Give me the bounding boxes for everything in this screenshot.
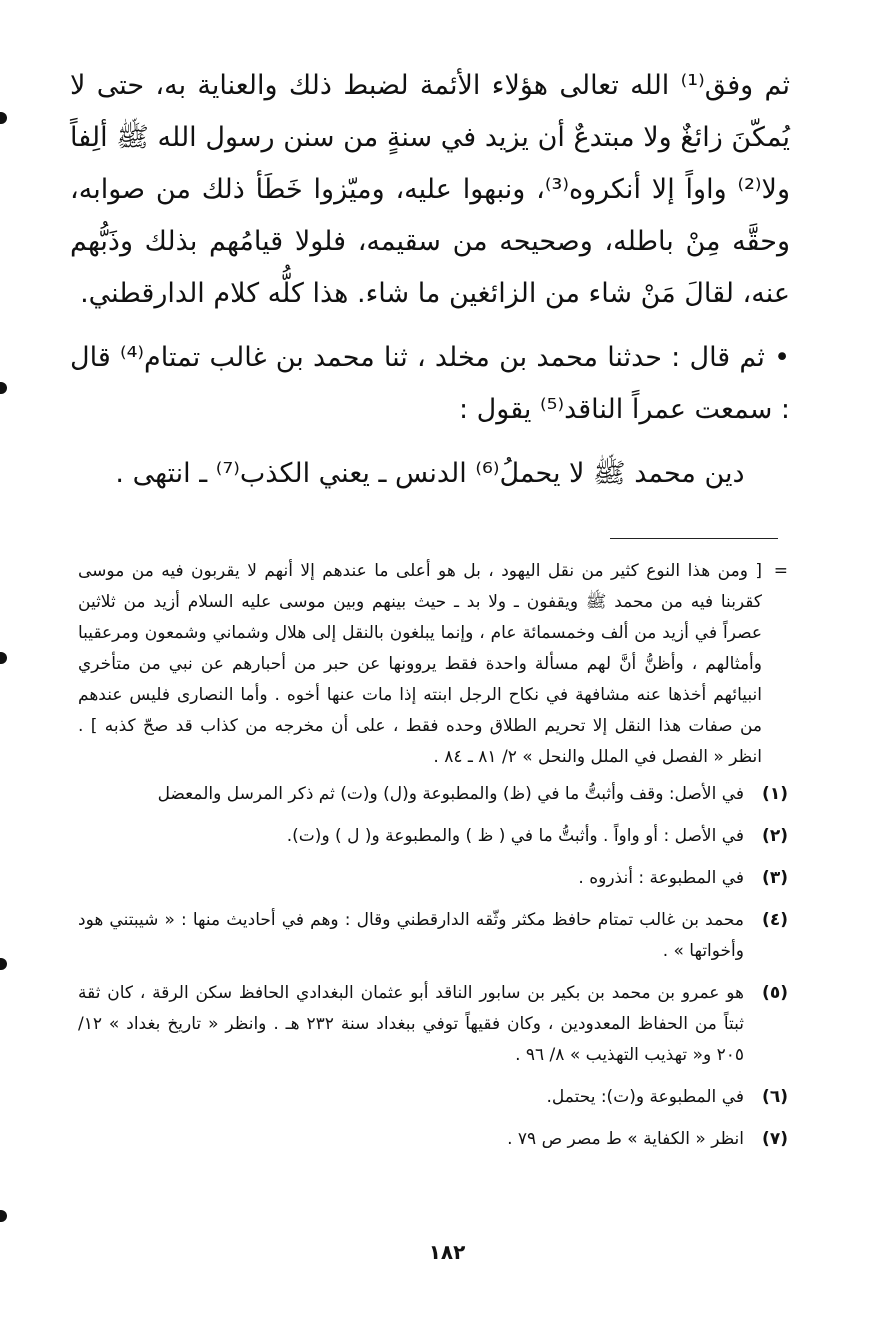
margin-mark [0,112,7,124]
footnote-divider [610,538,778,539]
footnote-text: هو عمرو بن محمد بن بكير بن سابور الناقد أبو عثمان البغدادي الحافظ سكن الرقة ، كان ثقة ثبتاً من الحفاظ المعدودين ، وكان فقيهاً توفي ببغداد سنة ٢٣٢ هـ . وانظر « تاريخ بغداد » ١٢/ ٢٠٥ و« تهذيب التهذيب » ٨/ ٩٦ . [78,983,744,1065]
footnote-number: (٤) [762,910,788,930]
footnote-3 [78,863,788,894]
footnote-1 [78,779,788,810]
footnote-7 [78,1124,788,1155]
footnote-number: (٧) [762,1129,788,1149]
footnote-4 [78,905,788,967]
quoted-saying: دين محمد ﷺ لا يحملُ⁽⁶⁾ الدنس ـ يعني الكذب⁽⁷⁾ ـ انتهى . [115,458,745,489]
margin-mark [0,1210,7,1222]
footnote-text: محمد بن غالب تمتام حافظ مكثر وثّقه الدارقطني وقال : وهم في أحاديث منها : « شيبتني هود وأخواتها » . [78,910,744,961]
page-number: ١٨٢ [428,1240,466,1264]
footnote-number: (١) [762,784,788,804]
footnote-2 [78,821,788,852]
main-paragraph-2: • ثم قال : حدثنا محمد بن مخلد ، ثنا محمد بن غالب تمتام⁽⁴⁾ قال : سمعت عمراً الناقد⁽⁵⁾ يقول : [70,342,791,425]
main-paragraph-1: ثم وفق⁽¹⁾ الله تعالى هؤلاء الأئمة لضبط ذلك والعناية به، حتى لا يُمكّنَ زائغٌ ولا مبتدعٌ أن يزيد في سنةٍ من سنن رسول الله ﷺ ألِفاً ولا⁽²⁾ واواً إلا أنكروه⁽³⁾، ونبهوا عليه، وميّزوا خَطَأ ذلك من صوابه، وحقَّه مِنْ باطله، وصحيحه من سقيمه، فلولا قيامُهم بذلك وذَبُّهم عنه، لقالَ مَنْ شاء من الزائغين ما شاء. هذا كلُّه كلام الدارقطني. [70,70,790,309]
margin-mark [0,652,7,664]
footnote-5 [78,978,788,1071]
footnote-number: (٥) [762,983,788,1003]
margin-mark [0,382,7,394]
footnote-number: (٢) [762,826,788,846]
footnote-6 [78,1082,788,1113]
continuation-marker: = [773,561,788,581]
footnote-number: (٣) [762,868,788,888]
footnote-text: انظر « الكفاية » ط مصر ص ٧٩ . [507,1129,744,1149]
margin-mark [0,958,7,970]
footnote-continuation [78,556,788,773]
footnotes [78,556,788,1166]
footnote-text: في الأصل : أو واواً . وأثبتُّ ما في ( ظ ) والمطبوعة و( ل ) و(ت). [286,826,744,846]
footnote-text: في المطبوعة و(ت): يحتمل. [546,1087,744,1107]
main-text [70,60,790,500]
footnote-continuation-text: [ ومن هذا النوع كثير من نقل اليهود ، بل هو أعلى ما عندهم إلا أنهم لا يقربون فيه من موسى كقربنا فيه من محمد ﷺ ويقفون ـ ولا بد ـ حيث بينهم وبين موسى عليه السلام أزيد من ثلاثين عصراً في أزيد من ألف وخمسمائة عام ، وإنما يبلغون بالنقل إلى هلال وشماني وشمعون ومرعقيبا وأمثالهم ، وأظنُّ أنَّ لهم مسألة واحدة فقط يروونها عن حبر من أحبارهم عن نبي من متأخري انبيائهم أخذها عنه مشافهة في نكاح الرجل ابنته إذا مات عنها أخوه . وأما النصارى فليس عندهم من صفات هذا النقل إلا تحريم الطلاق وحده فقط ، على أن مخرجه من كذاب قد صحّ كذبه ] . انظر « الفصل في الملل والنحل » ٢/ ٨١ ـ ٨٤ . [78,561,762,767]
footnote-text: في الأصل: وقف وأثبتُّ ما في (ظ) والمطبوعة و(ل) و(ت) ثم ذكر المرسل والمعضل [157,784,744,804]
footnote-number: (٦) [762,1087,788,1107]
footnote-text: في المطبوعة : أنذروه . [578,868,744,888]
